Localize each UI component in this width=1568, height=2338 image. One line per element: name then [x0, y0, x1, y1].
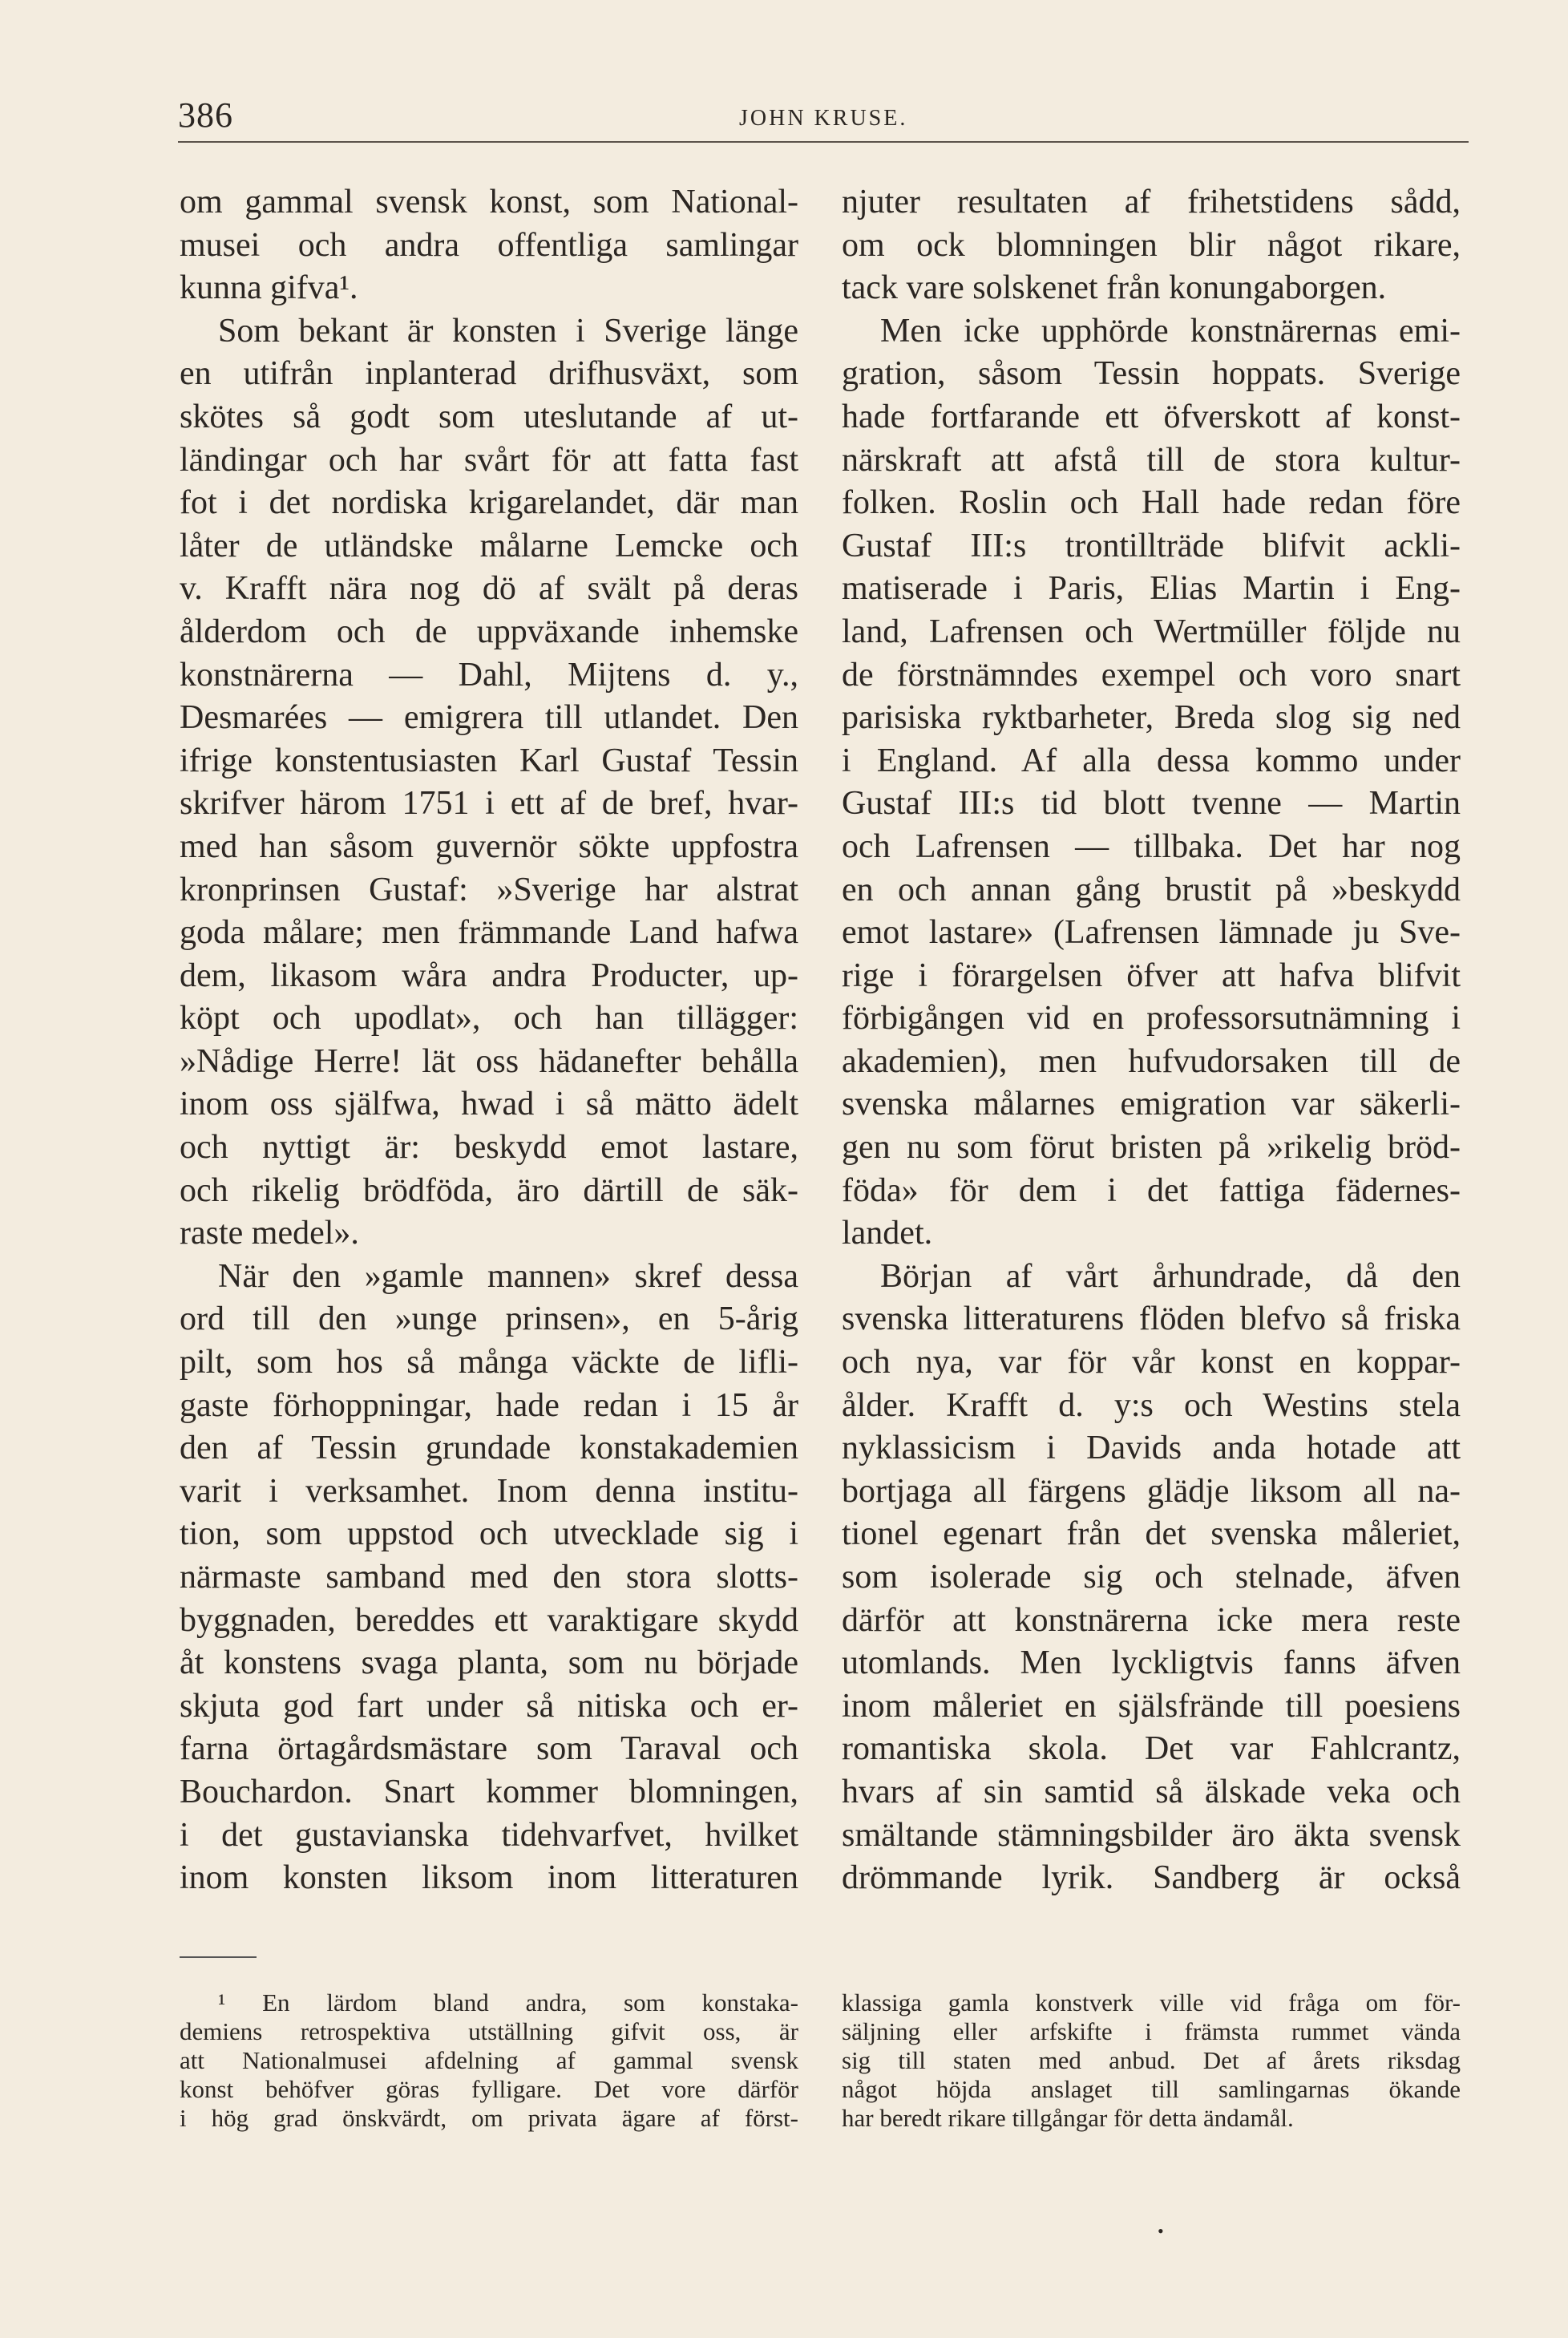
text-line: akademien), men hufvudorsaken till de: [842, 1042, 1461, 1080]
text-line: byggnaden, bereddes ett varaktigare skydd: [180, 1601, 798, 1639]
text-line: »Nådige Herre! lät oss hädanefter behålla: [180, 1042, 798, 1080]
text-line: föda» för dem i det fattiga fädernes-: [842, 1171, 1461, 1209]
text-line: inom oss själfwa, hwad i så mätto ädelt: [180, 1086, 798, 1123]
text-line: raste medel».: [180, 1215, 359, 1252]
text-line: en utifrån inplanterad drifhusväxt, som: [180, 355, 798, 393]
text-line: ord till den »unge prinsen», en 5-årig: [180, 1300, 798, 1338]
text-line: hvars af sin samtid så älskade veka och: [842, 1773, 1461, 1810]
text-line: emot lastare» (Lafrensen lämnade ju Sve-: [842, 914, 1461, 952]
text-line: som isolerade sig och stelnade, äfven: [842, 1559, 1461, 1596]
text-line: därför att konstnärerna icke mera reste: [842, 1601, 1461, 1639]
page-header: [178, 95, 1469, 143]
text-line: förbigången vid en professorsutnämning i: [842, 1000, 1461, 1038]
text-line: skrifver härom 1751 i ett af de bref, hvar-: [180, 785, 798, 823]
text-line: och Lafrensen — tillbaka. Det har nog: [842, 827, 1461, 865]
text-line: Som bekant är konsten i Sverige länge: [218, 312, 798, 350]
text-line: närskraft att afstå till de stora kultur-: [842, 441, 1461, 479]
text-line: ålderdom och de uppväxande inhemske: [180, 613, 798, 650]
text-line: goda målare; men främmande Land hafwa: [180, 914, 798, 952]
text-line: farna örtagårdsmästare som Taraval och: [180, 1730, 798, 1768]
text-line: Gustaf III:s tid blott tvenne — Martin: [842, 785, 1461, 823]
footnote-line: i hög grad önskvärdt, om privata ägare af först-: [180, 2104, 798, 2132]
text-line: åt konstens svaga planta, som nu började: [180, 1644, 798, 1682]
text-line: de förstnämndes exempel och voro snart: [842, 656, 1461, 694]
text-line: rige i förargelsen öfver att hafva blifvit: [842, 957, 1461, 994]
text-line: Bouchardon. Snart kommer blomningen,: [180, 1773, 798, 1810]
header-rule: [178, 141, 1469, 143]
text-line: Men icke upphörde konstnärernas emi-: [880, 312, 1461, 350]
text-line: varit i verksamhet. Inom denna institu-: [180, 1472, 798, 1510]
text-line: och rikelig brödföda, äro därtill de säk-: [180, 1171, 798, 1209]
text-line: skötes så godt som uteslutande af ut-: [180, 398, 798, 435]
text-line: ländingar och har svårt för att fatta fast: [180, 441, 798, 479]
footnote-left: [180, 1988, 798, 2133]
text-line: Desmarées — emigrera till utlandet. Den: [180, 699, 798, 737]
text-line: drömmande lyrik. Sandberg är också: [842, 1859, 1461, 1897]
text-line: och nya, var för vår konst en koppar-: [842, 1344, 1461, 1381]
footnote-line: att Nationalmusei afdelning af gammal svensk: [180, 2046, 798, 2074]
text-line: ålder. Krafft d. y:s och Westins stela: [842, 1386, 1461, 1424]
text-line: om ock blomningen blir något rikare,: [842, 226, 1461, 264]
text-line: land, Lafrensen och Wertmüller följde nu: [842, 613, 1461, 650]
footnote-line: sig till staten med anbud. Det af årets riksdag: [842, 2046, 1461, 2074]
text-line: matiserade i Paris, Elias Martin i Eng-: [842, 570, 1461, 608]
footnote-line: säljning eller arfskifte i främsta rummet vända: [842, 2017, 1461, 2045]
text-line: kunna gifva¹.: [180, 269, 358, 307]
text-line: inom måleriet en själsfrände till poesiens: [842, 1687, 1461, 1725]
footnote-line: något höjda anslaget till samlingarnas ökande: [842, 2075, 1461, 2103]
text-line: parisiska ryktbarheter, Breda slog sig ned: [842, 699, 1461, 737]
right-column: [842, 181, 1461, 1900]
text-line: och nyttigt är: beskydd emot lastare,: [180, 1129, 798, 1167]
text-line: skjuta god fart under så nitiska och er-: [180, 1687, 798, 1725]
text-line: tionel egenart från det svenska måleriet,: [842, 1515, 1461, 1553]
footnote-line: ¹ En lärdom bland andra, som konstaka-: [218, 1988, 798, 2016]
text-line: romantiska skola. Det var Fahlcrantz,: [842, 1730, 1461, 1768]
text-line: När den »gamle mannen» skref dessa: [218, 1257, 798, 1295]
text-line: om gammal svensk konst, som National-: [180, 184, 798, 220]
footnote-line: har beredt rikare tillgångar för detta ändamål.: [842, 2104, 1294, 2132]
footnote-line: konst behöfver göras fylligare. Det vore därför: [180, 2075, 798, 2103]
text-line: låter de utländske målarne Lemcke och: [180, 527, 798, 564]
bottom-mark: •: [1158, 2221, 1164, 2241]
text-line: tion, som uppstod och utvecklade sig i: [180, 1515, 798, 1553]
text-line: pilt, som hos så många väckte de lifli-: [180, 1344, 798, 1381]
footnote-line: klassiga gamla konstverk ville vid fråga om för-: [842, 1988, 1461, 2016]
text-line: med han såsom guvernör sökte uppfostra: [180, 827, 798, 865]
text-line: i det gustavianska tidehvarfvet, hvilket: [180, 1816, 798, 1854]
text-line: njuter resultaten af frihetstidens sådd,: [842, 184, 1461, 220]
footnote-rule: [180, 1956, 257, 1958]
text-line: gration, såsom Tessin hoppats. Sverige: [842, 355, 1461, 393]
page-number: 386: [178, 95, 233, 135]
text-line: folken. Roslin och Hall hade redan före: [842, 484, 1461, 522]
text-line: landet.: [842, 1215, 933, 1252]
text-line: inom konsten liksom inom litteraturen: [180, 1859, 798, 1897]
text-line: smältande stämningsbilder äro äkta svensk: [842, 1816, 1461, 1854]
running-head: JOHN KRUSE.: [739, 106, 908, 131]
text-line: fot i det nordiska krigarelandet, där man: [180, 484, 798, 522]
text-line: musei och andra offentliga samlingar: [180, 226, 798, 264]
text-line: v. Krafft nära nog dö af svält på deras: [180, 570, 798, 608]
text-line: kronprinsen Gustaf: »Sverige har alstrat: [180, 871, 798, 908]
text-line: den af Tessin grundade konstakademien: [180, 1430, 798, 1467]
text-line: Gustaf III:s trontillträde blifvit ackli-: [842, 527, 1461, 564]
text-line: svenska målarnes emigration var säkerli-: [842, 1086, 1461, 1123]
text-line: tack vare solskenet från konungaborgen.: [842, 269, 1387, 307]
text-line: i England. Af alla dessa kommo under: [842, 742, 1461, 779]
footnote-right: [842, 1988, 1461, 2133]
text-line: en och annan gång brustit på »beskydd: [842, 871, 1461, 908]
footnote-line: demiens retrospektiva utställning gifvit oss, är: [180, 2017, 798, 2045]
text-line: nyklassicism i Davids anda hotade att: [842, 1430, 1461, 1467]
text-line: gaste förhoppningar, hade redan i 15 år: [180, 1386, 798, 1424]
text-line: konstnärerna — Dahl, Mijtens d. y.,: [180, 656, 798, 694]
text-line: utomlands. Men lyckligtvis fanns äfven: [842, 1644, 1461, 1682]
left-column: [180, 181, 798, 1900]
text-line: dem, likasom wåra andra Producter, up-: [180, 957, 798, 994]
text-line: närmaste samband med den stora slotts-: [180, 1559, 798, 1596]
text-line: bortjaga all färgens glädje liksom all na-: [842, 1472, 1461, 1510]
text-line: Början af vårt århundrade, då den: [880, 1257, 1461, 1295]
text-line: svenska litteraturens flöden blefvo så friska: [842, 1300, 1461, 1338]
text-line: köpt och upodlat», och han tillägger:: [180, 1000, 798, 1038]
text-line: gen nu som förut bristen på »rikelig bröd-: [842, 1129, 1461, 1167]
text-line: ifrige konstentusiasten Karl Gustaf Tessin: [180, 742, 798, 779]
text-line: hade fortfarande ett öfverskott af konst-: [842, 398, 1461, 435]
